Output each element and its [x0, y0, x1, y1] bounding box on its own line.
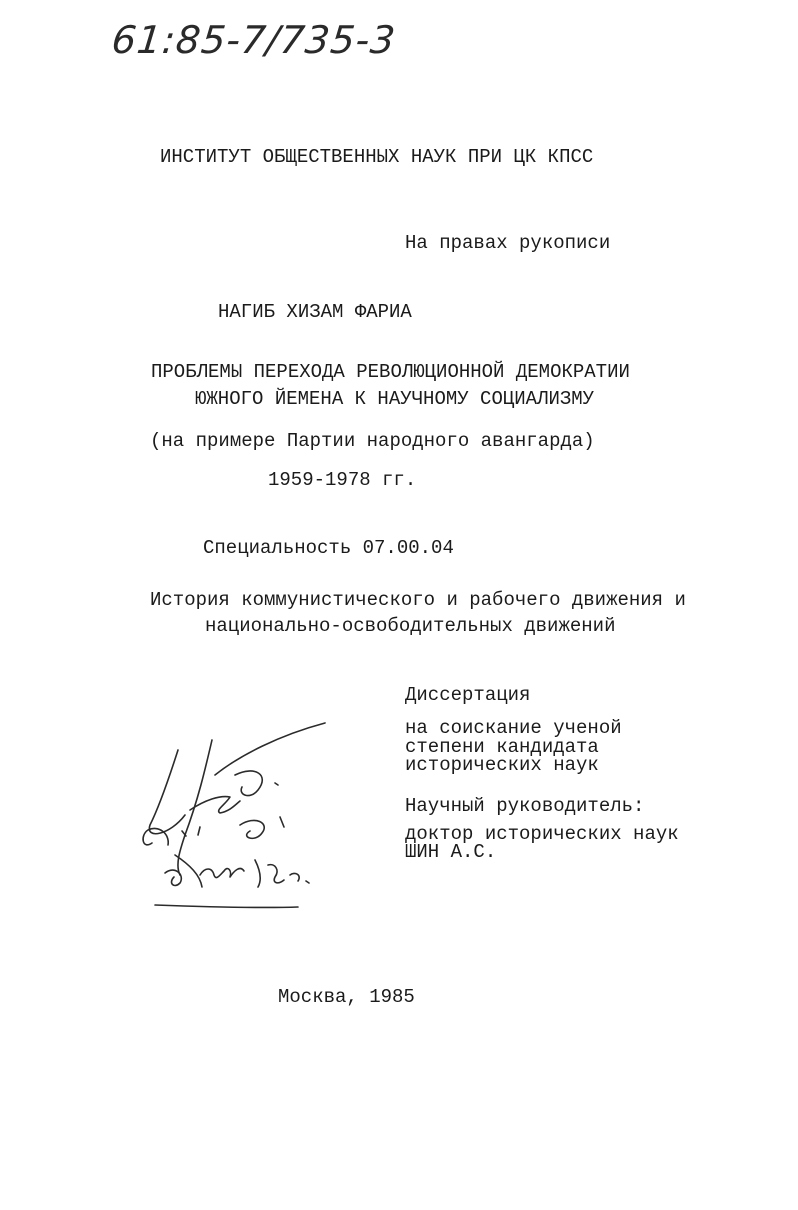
dissertation-purpose-3: исторических наук: [405, 754, 599, 776]
manuscript-rights-note: На правах рукописи: [405, 232, 611, 254]
title-line-1: ПРОБЛЕМЫ ПЕРЕХОДА РЕВОЛЮЦИОННОЙ ДЕМОКРАТИИ: [151, 361, 630, 383]
institute-name: ИНСТИТУТ ОБЩЕСТВЕННЫХ НАУК ПРИ ЦК КПСС: [160, 146, 594, 168]
field-line-2: национально-освободительных движений: [205, 615, 616, 637]
supervisor-name: ШИН А.С.: [405, 841, 497, 863]
title-line-2: ЮЖНОГО ЙЕМЕНА К НАУЧНОМУ СОЦИАЛИЗМУ: [195, 388, 595, 410]
supervisor-label: Научный руководитель:: [405, 795, 645, 817]
dissertation-label: Диссертация: [405, 684, 531, 706]
years: 1959-1978 гг.: [268, 469, 417, 491]
handwritten-signature: [130, 715, 340, 925]
specialty-code: Специальность 07.00.04: [203, 537, 454, 559]
archive-code-handwritten: 61:85-7/735-3: [109, 18, 398, 62]
supervisor-degree: доктор исторических наук: [405, 823, 679, 845]
dissertation-purpose-1: на соискание ученой: [405, 717, 622, 739]
subtitle: (на примере Партии народного авангарда): [150, 430, 595, 452]
field-line-1: История коммунистического и рабочего движения и: [150, 589, 686, 611]
author-name: НАГИБ ХИЗАМ ФАРИА: [218, 301, 412, 323]
place-and-year: Москва, 1985: [278, 986, 415, 1008]
dissertation-purpose-2: степени кандидата: [405, 736, 599, 758]
